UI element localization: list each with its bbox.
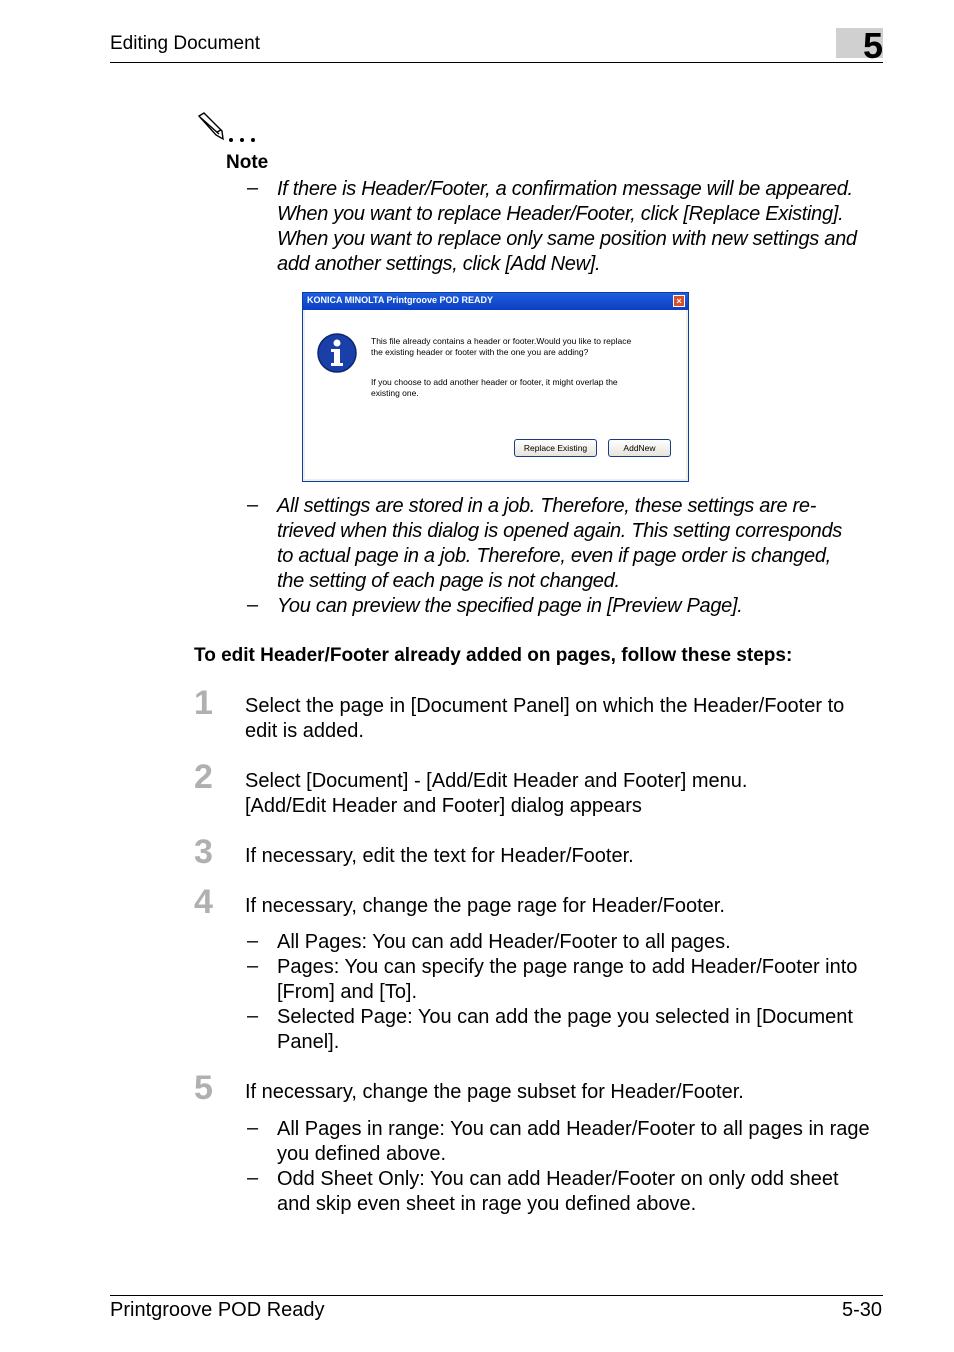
note-item-2-line: All settings are stored in a job. Therefore, these settings are re- bbox=[277, 495, 817, 517]
bullet-dash: – bbox=[247, 594, 259, 616]
bullet-line: you defined above. bbox=[277, 1143, 447, 1165]
note-item-1-line: When you want to replace Header/Footer, click [Replace Existing]. bbox=[277, 203, 844, 225]
step-text: If necessary, edit the text for Header/Footer. bbox=[245, 845, 634, 867]
footer-rule bbox=[110, 1295, 883, 1296]
bullet-line: All Pages in range: You can add Header/Footer to all pages in rage bbox=[277, 1118, 870, 1140]
confirmation-dialog bbox=[302, 292, 689, 482]
dialog-message-2 bbox=[371, 377, 671, 399]
note-item-2-line: the setting of each page is not changed. bbox=[277, 570, 620, 592]
dialog-title: KONICA MINOLTA Printgroove POD READY bbox=[307, 295, 494, 305]
note-item-3: You can preview the specified page in [Preview Page]. bbox=[277, 595, 743, 617]
replace-existing-button[interactable]: Replace Existing bbox=[514, 439, 597, 457]
step5-bullet bbox=[277, 1167, 887, 1217]
running-header-title: Editing Document bbox=[110, 33, 260, 54]
step4-bullet bbox=[277, 955, 887, 1005]
dialog-titlebar bbox=[303, 293, 688, 310]
dialog-message-line: existing one. bbox=[371, 388, 419, 398]
dialog-message-line: If you choose to add another header or footer, it might overlap the bbox=[371, 377, 618, 387]
step5-bullet bbox=[277, 1117, 887, 1167]
note-item-2-line: to actual page in a job. Therefore, even if page order is changed, bbox=[277, 545, 831, 567]
dialog-body bbox=[305, 310, 686, 479]
step-number: 3 bbox=[194, 833, 213, 871]
step-number: 1 bbox=[194, 684, 213, 722]
bullet-line: All Pages: You can add Header/Footer to all pages. bbox=[277, 931, 731, 953]
note-item-1-line: If there is Header/Footer, a confirmation message will be appeared. bbox=[277, 178, 853, 200]
bullet-dash: – bbox=[247, 955, 259, 977]
step4-bullet bbox=[277, 1005, 887, 1055]
chapter-number: 5 bbox=[862, 25, 883, 66]
section-heading: To edit Header/Footer already added on pages, follow these steps: bbox=[194, 645, 793, 666]
header-rule bbox=[110, 62, 883, 63]
step-number: 4 bbox=[194, 883, 213, 921]
footer-product-name: Printgroove POD Ready bbox=[110, 1299, 325, 1321]
dialog-message-line: This file already contains a header or footer.Would you like to replace bbox=[371, 336, 632, 346]
bullet-line: Pages: You can specify the page range to add Header/Footer into bbox=[277, 956, 858, 978]
note-item-1 bbox=[277, 177, 887, 277]
note-item-2-line: trieved when this dialog is opened again. This setting corresponds bbox=[277, 520, 842, 542]
step-number: 2 bbox=[194, 758, 213, 796]
bullet-dash: – bbox=[247, 1167, 259, 1189]
step-line: [Add/Edit Header and Footer] dialog appears bbox=[245, 795, 642, 817]
step-line: Select [Document] - [Add/Edit Header and Footer] menu. bbox=[245, 770, 748, 792]
bullet-dash: – bbox=[247, 930, 259, 952]
note-item-1-line: When you want to replace only same position with new settings and bbox=[277, 228, 857, 250]
bullet-dash: – bbox=[247, 177, 259, 199]
bullet-line: and skip even sheet in rage you defined above. bbox=[277, 1193, 697, 1215]
dialog-message-line: the existing header or footer with the one you are adding? bbox=[371, 347, 589, 357]
step-text bbox=[245, 694, 885, 744]
note-label: Note bbox=[226, 152, 269, 173]
footer-page-number: 5-30 bbox=[841, 1299, 882, 1321]
step4-bullet bbox=[277, 930, 887, 955]
step-line: edit is added. bbox=[245, 720, 364, 742]
bullet-dash: – bbox=[247, 1117, 259, 1139]
step-line: Select the page in [Document Panel] on which the Header/Footer to bbox=[245, 695, 845, 717]
note-item-2 bbox=[277, 494, 887, 594]
close-icon[interactable]: × bbox=[673, 295, 685, 307]
step-text: If necessary, change the page subset for Header/Footer. bbox=[245, 1081, 744, 1103]
step-number: 5 bbox=[194, 1069, 213, 1107]
pencil-note-icon bbox=[195, 112, 261, 148]
note-item-1-line: add another settings, click [Add New]. bbox=[277, 253, 601, 275]
bullet-line: [From] and [To]. bbox=[277, 981, 418, 1003]
add-new-button[interactable]: AddNew bbox=[608, 439, 671, 457]
bullet-dash: – bbox=[247, 494, 259, 516]
info-icon bbox=[316, 332, 358, 374]
step-text: If necessary, change the page rage for Header/Footer. bbox=[245, 895, 725, 917]
bullet-line: Panel]. bbox=[277, 1031, 340, 1053]
bullet-line: Odd Sheet Only: You can add Header/Footer on only odd sheet bbox=[277, 1168, 839, 1190]
step-text bbox=[245, 769, 885, 819]
bullet-dash: – bbox=[247, 1005, 259, 1027]
dialog-message-1 bbox=[371, 336, 671, 358]
bullet-line: Selected Page: You can add the page you selected in [Document bbox=[277, 1006, 853, 1028]
